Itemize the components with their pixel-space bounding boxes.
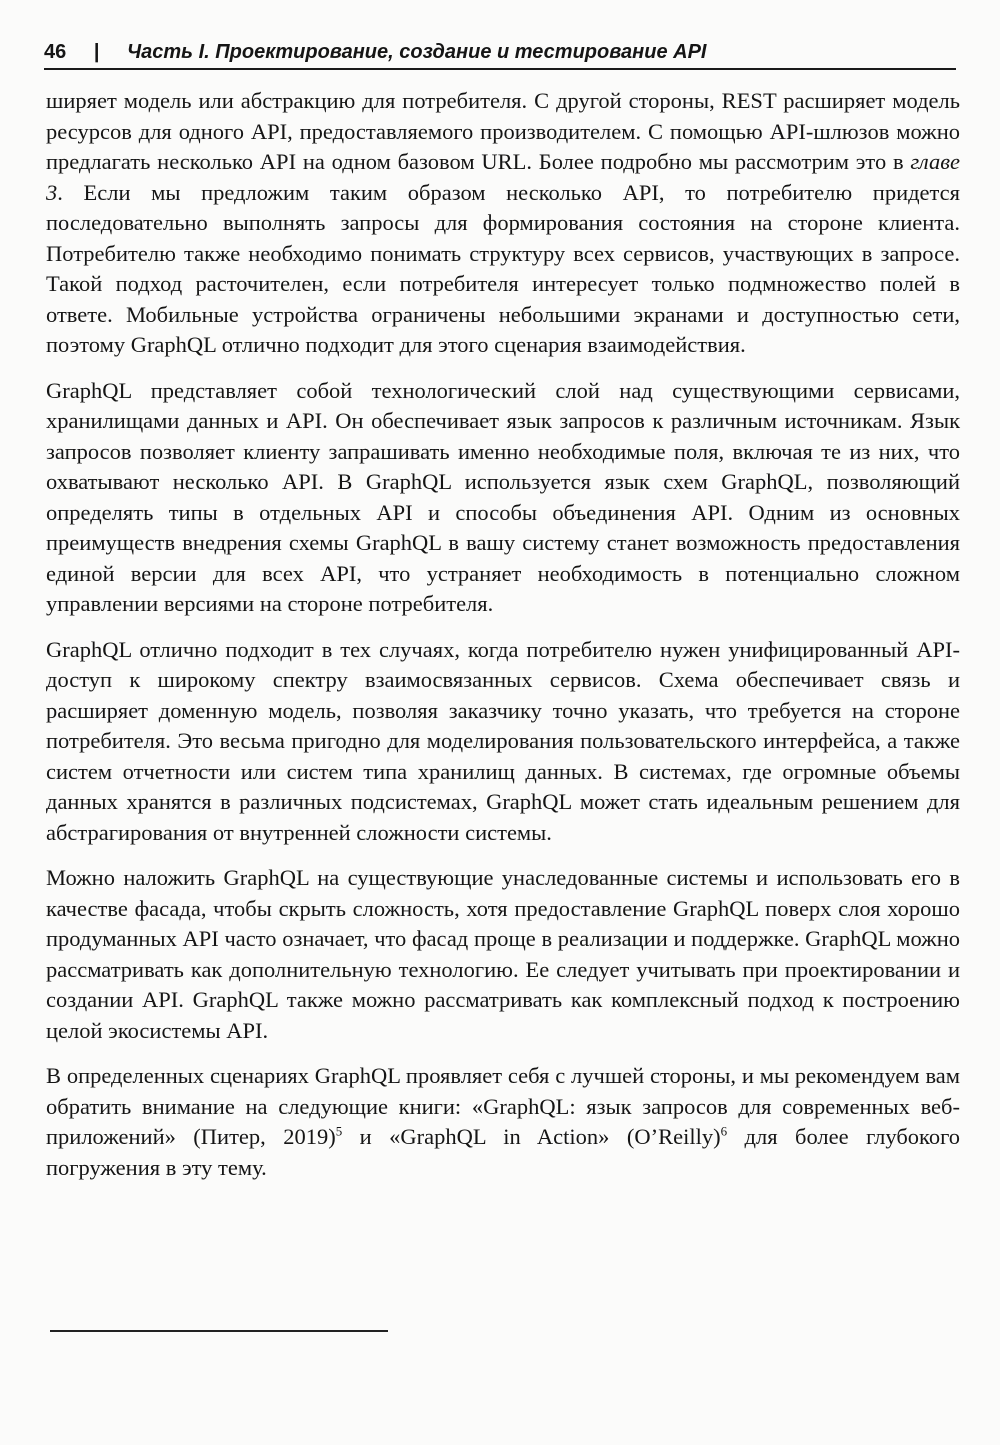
footnote-marker-6: 6 bbox=[720, 1123, 728, 1139]
paragraph-2: GraphQL представляет собой технологический слой над существующими сервисами, хранилищами данных и API. Он обеспечивает язык запросов к различным источникам. Язык запросов позволяет клиенту запрашивать именно необходимые поля, включая те из них, что охватывают несколько API. В GraphQL используется язык схем GraphQL, позволяющий определять типы в отдельных API и способы объединения API. Одним из основных преимуществ внедрения схемы GraphQL в вашу систему станет возможность предоставления единой версии для всех API, что устраняет необходимость в потенциально сложном управлении версиями на стороне потребителя. bbox=[46, 377, 960, 616]
header-separator: | bbox=[93, 41, 100, 63]
paragraph-3: GraphQL отлично подходит в тех случаях, когда потребителю нужен унифицированный API-доступ к широкому спектру взаимосвязанных сервисов. Схема обеспечивает связь и расширяет доменную модель, позволяя заказчику точно указать, что требуется на стороне потребителя. Это весьма пригодно для моделирования пользовательского интерфейса, а также систем отчетности или систем типа хранилищ данных. В системах, где огромные объемы данных хранятся в различных подсистемах, GraphQL может стать идеальным решением для абстрагирования от внутренней сложности системы. bbox=[46, 636, 960, 845]
paragraph-text-continued: и «GraphQL in Action» (O’Reilly) bbox=[342, 1124, 721, 1149]
footnote-marker-5: 5 bbox=[335, 1123, 343, 1139]
body-text bbox=[46, 86, 960, 1198]
page-number: 46 bbox=[44, 41, 67, 63]
running-header bbox=[44, 36, 956, 70]
chapter-reference: главе 3 bbox=[46, 149, 960, 205]
paragraph-text: В определенных сценариях GraphQL проявляет себя с лучшей стороны, и мы рекомендуем вам обратить внимание на следующие книги: «GraphQL: язык запросов для современных веб-приложений» (Питер, 2019) bbox=[46, 1063, 960, 1149]
chapter-part-title: Часть I. Проектирование, создание и тестирование API bbox=[126, 41, 707, 63]
paragraph-text-end: для более глубокого погружения в эту тему. bbox=[46, 1124, 960, 1180]
footnote-separator-rule bbox=[50, 1330, 388, 1332]
paragraph-text: ширяет модель или абстракцию для потребителя. С другой стороны, REST расширяет модель ресурсов для одного API, предоставляемого производителем. С помощью API-шлюзов можно предлагать несколько API на одном базовом URL. Более подробно мы рассмотрим это в bbox=[46, 88, 960, 174]
paragraph-text-continued: . Если мы предложим таким образом несколько API, то потребителю придется последовательно выполнять запросы для формирования состояния на стороне клиента. Потребителю также необходимо понимать структуру всех сервисов, участвующих в запросе. Такой подход расточителен, если потребителя интересует только подмножество полей в ответе. Мобильные устройства ограничены небольшими экранами и доступностью сети, поэтому GraphQL отлично подходит для этого сценария взаимодействия. bbox=[46, 179, 960, 357]
paragraph-1 bbox=[46, 86, 960, 361]
paragraph-5 bbox=[46, 1061, 960, 1183]
paragraph-4: Можно наложить GraphQL на существующие унаследованные системы и использовать его в качестве фасада, чтобы скрыть сложность, хотя предоставление GraphQL поверх слоя хорошо продуманных API часто означает, что фасад проще в реализации и поддержке. GraphQL можно рассматривать как дополнительную технологию. Ее следует учитывать при проектировании и создании API. GraphQL также можно рассматривать как комплексный подход к построению целой экосистемы API. bbox=[46, 865, 960, 1043]
